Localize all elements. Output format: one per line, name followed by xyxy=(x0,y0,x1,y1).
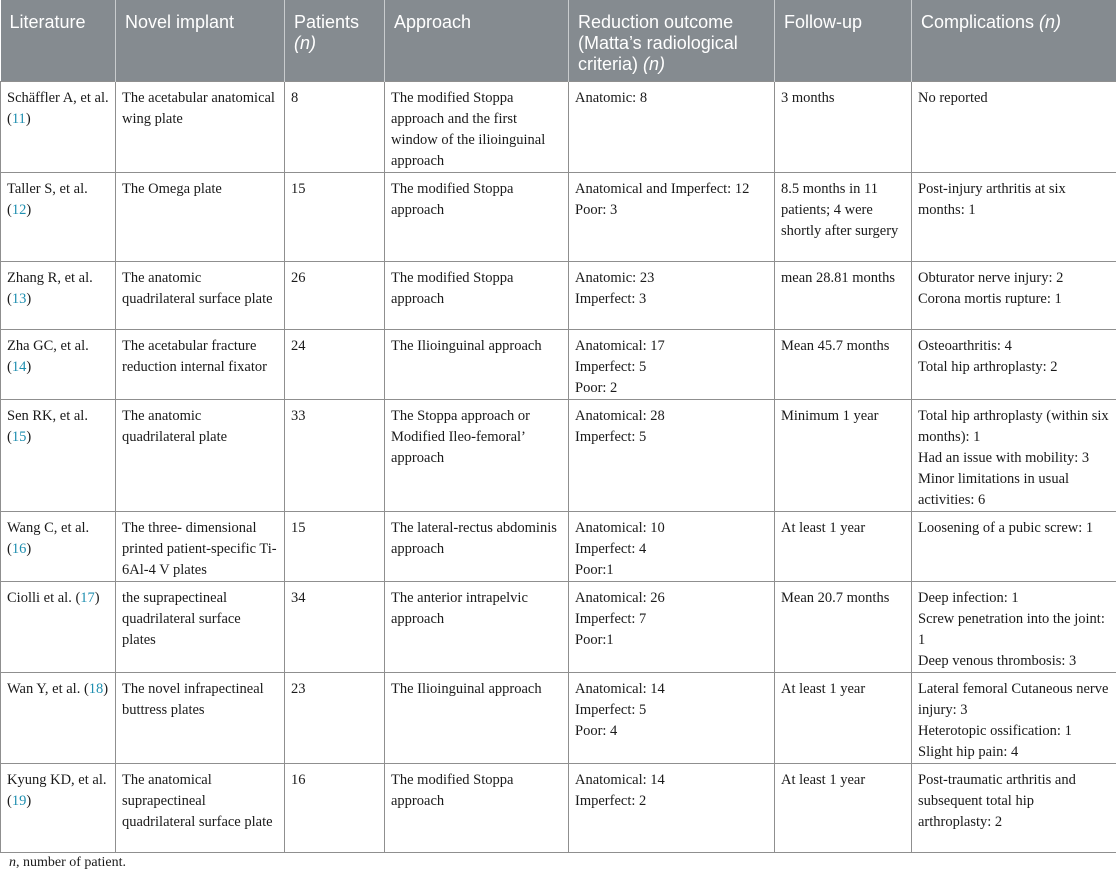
reference-close-paren: ) xyxy=(26,291,31,307)
reduction-cell-line: Poor: 4 xyxy=(575,721,768,742)
approach-cell: The lateral-rectus abdominis approach xyxy=(385,511,569,581)
reduction-cell-line: Poor:1 xyxy=(575,560,768,581)
followup-cell: At least 1 year xyxy=(775,763,912,852)
reference-link[interactable]: 16 xyxy=(12,541,27,557)
literature-cell xyxy=(1,329,116,399)
reduction-cell-line: Poor: 3 xyxy=(575,200,768,221)
author-text: Zha GC, et al. ( xyxy=(7,338,89,375)
followup-cell: At least 1 year xyxy=(775,511,912,581)
author-text: Wan Y, et al. ( xyxy=(7,681,89,697)
reduction-cell-line: Imperfect: 5 xyxy=(575,427,768,448)
literature-cell xyxy=(1,672,116,763)
reference-close-paren: ) xyxy=(95,590,100,606)
patients-cell: 8 xyxy=(285,81,385,172)
implant-cell: The anatomical suprapectineal quadrilateral surface plate xyxy=(116,763,285,852)
author-text: Sen RK, et al. ( xyxy=(7,408,88,445)
complications-cell xyxy=(912,581,1116,672)
patients-cell: 34 xyxy=(285,581,385,672)
complications-cell-line: Obturator nerve injury: 2 xyxy=(918,268,1110,289)
reduction-cell-line: Imperfect: 5 xyxy=(575,357,768,378)
column-header xyxy=(775,0,912,81)
reference-link[interactable]: 11 xyxy=(12,111,26,127)
patients-cell: 33 xyxy=(285,399,385,511)
author-text: Ciolli et al. ( xyxy=(7,590,80,606)
reduction-cell-line: Imperfect: 7 xyxy=(575,609,768,630)
column-header-unit: (n) xyxy=(643,54,665,74)
complications-cell-line: Post-injury arthritis at six months: 1 xyxy=(918,179,1110,221)
footnote-symbol: n xyxy=(9,855,16,870)
approach-cell: The modified Stoppa approach and the first window of the ilioinguinal approach xyxy=(385,81,569,172)
followup-cell: At least 1 year xyxy=(775,672,912,763)
column-header xyxy=(1,0,116,81)
reference-close-paren: ) xyxy=(26,202,31,218)
followup-cell: Mean 45.7 months xyxy=(775,329,912,399)
table-row xyxy=(1,172,1116,261)
followup-cell: Minimum 1 year xyxy=(775,399,912,511)
complications-cell xyxy=(912,329,1116,399)
column-header-text: Novel implant xyxy=(125,12,234,32)
reference-close-paren: ) xyxy=(26,793,31,809)
literature-cell xyxy=(1,763,116,852)
table-row xyxy=(1,81,1116,172)
author-text: Taller S, et al. ( xyxy=(7,181,88,218)
literature-cell xyxy=(1,581,116,672)
reduction-cell xyxy=(569,763,775,852)
approach-cell: The anterior intrapelvic approach xyxy=(385,581,569,672)
complications-cell-line: Slight hip pain: 4 xyxy=(918,742,1110,763)
complications-cell-line: Minor limitations in usual activities: 6 xyxy=(918,469,1110,511)
followup-cell: 3 months xyxy=(775,81,912,172)
complications-cell-line: Had an issue with mobility: 3 xyxy=(918,448,1110,469)
literature-cell xyxy=(1,399,116,511)
table-row xyxy=(1,672,1116,763)
table-body xyxy=(1,81,1116,852)
author-text: Schäffler A, et al. ( xyxy=(7,90,109,127)
complications-cell-line: Total hip arthroplasty (within six months): 1 xyxy=(918,406,1110,448)
patients-cell: 15 xyxy=(285,511,385,581)
complications-cell-line: Deep venous thrombosis: 3 xyxy=(918,651,1110,672)
complications-cell xyxy=(912,511,1116,581)
complications-cell-line: Total hip arthroplasty: 2 xyxy=(918,357,1110,378)
table-row xyxy=(1,399,1116,511)
column-header xyxy=(569,0,775,81)
table-row xyxy=(1,763,1116,852)
column-header xyxy=(912,0,1116,81)
implant-cell: the suprapectineal quadrilateral surface plates xyxy=(116,581,285,672)
patients-cell: 24 xyxy=(285,329,385,399)
reduction-cell xyxy=(569,329,775,399)
column-header-unit: (n) xyxy=(1039,12,1061,32)
reduction-cell-line: Imperfect: 5 xyxy=(575,700,768,721)
complications-cell-line: Post-traumatic arthritis and subsequent total hip arthroplasty: 2 xyxy=(918,770,1110,833)
implant-cell: The acetabular anatomical wing plate xyxy=(116,81,285,172)
column-header-text: Approach xyxy=(394,12,471,32)
reduction-cell-line: Anatomic: 23 xyxy=(575,268,768,289)
footnote-text: , number of patient. xyxy=(16,855,126,870)
reduction-cell-line: Anatomical: 28 xyxy=(575,406,768,427)
approach-cell: The modified Stoppa approach xyxy=(385,261,569,329)
followup-cell: Mean 20.7 months xyxy=(775,581,912,672)
column-header-text: Follow-up xyxy=(784,12,862,32)
patients-cell: 15 xyxy=(285,172,385,261)
implant-cell: The acetabular fracture reduction internal fixator xyxy=(116,329,285,399)
table-row xyxy=(1,581,1116,672)
implant-cell: The anatomic quadrilateral plate xyxy=(116,399,285,511)
complications-cell xyxy=(912,763,1116,852)
reference-close-paren: ) xyxy=(103,681,108,697)
complications-cell-line: Corona mortis rupture: 1 xyxy=(918,289,1110,310)
complications-cell-line: Heterotopic ossification: 1 xyxy=(918,721,1110,742)
column-header-text: Complications xyxy=(921,12,1039,32)
column-header xyxy=(116,0,285,81)
reduction-cell-line: Anatomical: 17 xyxy=(575,336,768,357)
complications-cell xyxy=(912,672,1116,763)
reduction-cell-line: Imperfect: 4 xyxy=(575,539,768,560)
reduction-cell xyxy=(569,81,775,172)
patients-cell: 26 xyxy=(285,261,385,329)
author-text: Zhang R, et al. ( xyxy=(7,270,93,307)
column-header-text: Reduction outcome (Matta’s radiological criteria) xyxy=(578,12,738,74)
author-text: Wang C, et al. ( xyxy=(7,520,89,557)
reduction-cell-line: Anatomical: 10 xyxy=(575,518,768,539)
complications-cell xyxy=(912,261,1116,329)
reduction-cell-line: Anatomical and Imperfect: 12 xyxy=(575,179,768,200)
header-row xyxy=(1,0,1116,81)
reduction-cell xyxy=(569,581,775,672)
approach-cell: The Stoppa approach or Modified Ileo-femoral’ approach xyxy=(385,399,569,511)
reduction-cell xyxy=(569,172,775,261)
implant-cell: The anatomic quadrilateral surface plate xyxy=(116,261,285,329)
literature-cell xyxy=(1,261,116,329)
followup-cell: 8.5 months in 11 patients; 4 were shortly after surgery xyxy=(775,172,912,261)
author-text: Kyung KD, et al. ( xyxy=(7,772,106,809)
column-header xyxy=(385,0,569,81)
column-header-text: Literature xyxy=(10,12,86,32)
complications-cell-line: Lateral femoral Cutaneous nerve injury: 3 xyxy=(918,679,1110,721)
approach-cell: The Ilioinguinal approach xyxy=(385,329,569,399)
reference-link[interactable]: 15 xyxy=(12,429,27,445)
approach-cell: The Ilioinguinal approach xyxy=(385,672,569,763)
complications-cell-line: Deep infection: 1 xyxy=(918,588,1110,609)
reduction-cell-line: Anatomical: 14 xyxy=(575,770,768,791)
reduction-cell-line: Imperfect: 2 xyxy=(575,791,768,812)
table-row xyxy=(1,261,1116,329)
literature-cell xyxy=(1,172,116,261)
reference-link[interactable]: 17 xyxy=(80,590,95,606)
reference-link[interactable]: 14 xyxy=(12,359,27,375)
complications-cell-line: Loosening of a pubic screw: 1 xyxy=(918,518,1110,539)
complications-cell xyxy=(912,172,1116,261)
reference-close-paren: ) xyxy=(26,429,31,445)
table-row xyxy=(1,329,1116,399)
complications-cell xyxy=(912,399,1116,511)
implant-cell: The novel infrapectineal buttress plates xyxy=(116,672,285,763)
reduction-cell-line: Anatomical: 26 xyxy=(575,588,768,609)
complications-cell-line: Osteoarthritis: 4 xyxy=(918,336,1110,357)
reference-link[interactable]: 13 xyxy=(12,291,27,307)
patients-cell: 23 xyxy=(285,672,385,763)
reduction-cell-line: Anatomical: 14 xyxy=(575,679,768,700)
reference-close-paren: ) xyxy=(26,111,31,127)
reduction-cell xyxy=(569,672,775,763)
reduction-cell xyxy=(569,511,775,581)
reference-link[interactable]: 12 xyxy=(12,202,27,218)
approach-cell: The modified Stoppa approach xyxy=(385,763,569,852)
reduction-cell-line: Poor:1 xyxy=(575,630,768,651)
reduction-cell xyxy=(569,261,775,329)
reference-close-paren: ) xyxy=(26,541,31,557)
column-header-text: Patients xyxy=(294,12,359,32)
reduction-cell-line: Imperfect: 3 xyxy=(575,289,768,310)
column-header xyxy=(285,0,385,81)
reference-link[interactable]: 18 xyxy=(89,681,104,697)
literature-cell xyxy=(1,511,116,581)
literature-cell xyxy=(1,81,116,172)
reference-close-paren: ) xyxy=(26,359,31,375)
followup-cell: mean 28.81 months xyxy=(775,261,912,329)
implant-cell: The three- dimensional printed patient-specific Ti-6Al-4 V plates xyxy=(116,511,285,581)
patients-cell: 16 xyxy=(285,763,385,852)
implant-cell: The Omega plate xyxy=(116,172,285,261)
reduction-cell-line: Poor: 2 xyxy=(575,378,768,399)
complications-cell-line: No reported xyxy=(918,88,1110,109)
reduction-cell-line: Anatomic: 8 xyxy=(575,88,768,109)
reduction-cell xyxy=(569,399,775,511)
table-row xyxy=(1,511,1116,581)
reference-link[interactable]: 19 xyxy=(12,793,27,809)
approach-cell: The modified Stoppa approach xyxy=(385,172,569,261)
complications-cell-line: Screw penetration into the joint: 1 xyxy=(918,609,1110,651)
complications-cell xyxy=(912,81,1116,172)
column-header-unit: (n) xyxy=(294,33,316,53)
table-footnote xyxy=(9,855,126,871)
